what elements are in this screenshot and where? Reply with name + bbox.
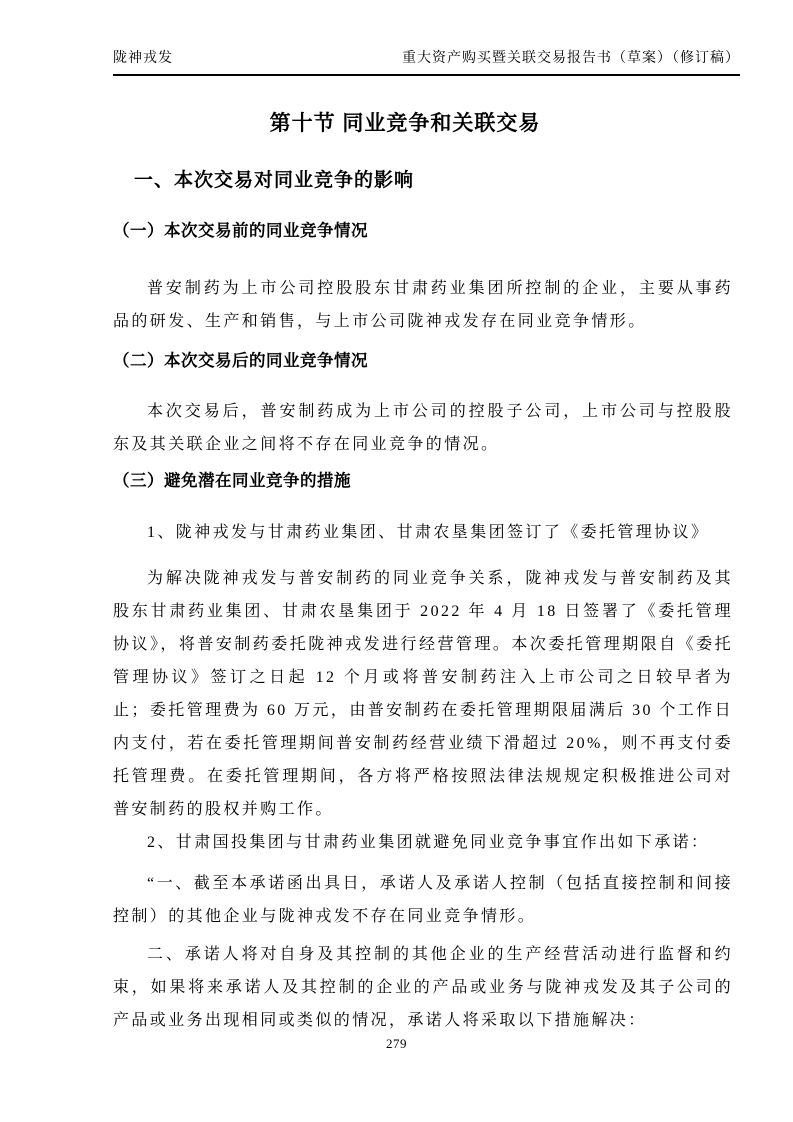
header-company-name: 陇神戎发: [113, 51, 173, 66]
paragraph-commitment-clause-2: 二、承诺人将对自身及其控制的其他企业的生产经营活动进行监督和约束，如果将来承诺人及其控制的企业的产品或业务与陇神戎发及其子公司的产品或业务出现相同或类似的情况，承诺人将采取以下措施解决：: [113, 946, 733, 1029]
paragraph-after-transaction: 本次交易后，普安制药成为上市公司的控股子公司，上市公司与控股股东及其关联企业之间将不存在同业竞争的情况。: [113, 403, 733, 453]
document-body: [113, 0, 733, 1037]
page-number: 279: [386, 1036, 407, 1051]
paragraph-entrusted-management-details: 为解决陇神戎发与普安制药的同业竞争关系，陇神戎发与普安制药及其股东甘肃药业集团、甘肃农垦集团于 2022 年 4 月 18 日签署了《委托管理协议》，将普安制药委托陇神戎发进行经营管理。本次委托管理期限自《委托管理协议》签订之日起 12 个月或将普安制药注入上市公司之日较早者为止；委托管理费为 60 万元，由普安制药在委托管理期限届满后 30 个工作日内支付，若在委托管理期间普安制药经营业绩下滑超过 20%，则不再支付委托管理费。在委托管理期间，各方将严格按照法律法规规定积极推进公司对普安制药的股权并购工作。: [113, 570, 733, 818]
heading-level2-after-transaction: （二）本次交易后的同业竞争情况: [113, 352, 368, 370]
header-report-title: 重大资产购买暨关联交易报告书（草案）（修订稿）: [402, 51, 740, 66]
paragraph-item-1-agreement: 1、陇神戎发与甘肃药业集团、甘肃农垦集团签订了《委托管理协议》: [147, 524, 710, 541]
heading-level2-avoidance-measures: （三）避免潜在同业竞争的措施: [113, 472, 351, 490]
paragraph-commitment-clause-1: “一、截至本承诺函出具日，承诺人及承诺人控制（包括直接控制和间接控制）的其他企业与陇神戎发不存在同业竞争情形。: [113, 875, 733, 925]
paragraph-item-2-commitment: 2、甘肃国投集团与甘肃药业集团就避免同业竞争事宜作出如下承诺：: [147, 834, 710, 851]
heading-level2-before-transaction: （一）本次交易前的同业竞争情况: [113, 222, 368, 240]
paragraph-before-transaction: 普安制药为上市公司控股股东甘肃药业集团所控制的企业，主要从事药品的研发、生产和销售，与上市公司陇神戎发存在同业竞争情形。: [113, 280, 733, 330]
section-title: 第十节 同业竞争和关联交易: [269, 112, 541, 135]
heading-level1-impact-on-competition: 一、本次交易对同业竞争的影响: [134, 170, 415, 191]
